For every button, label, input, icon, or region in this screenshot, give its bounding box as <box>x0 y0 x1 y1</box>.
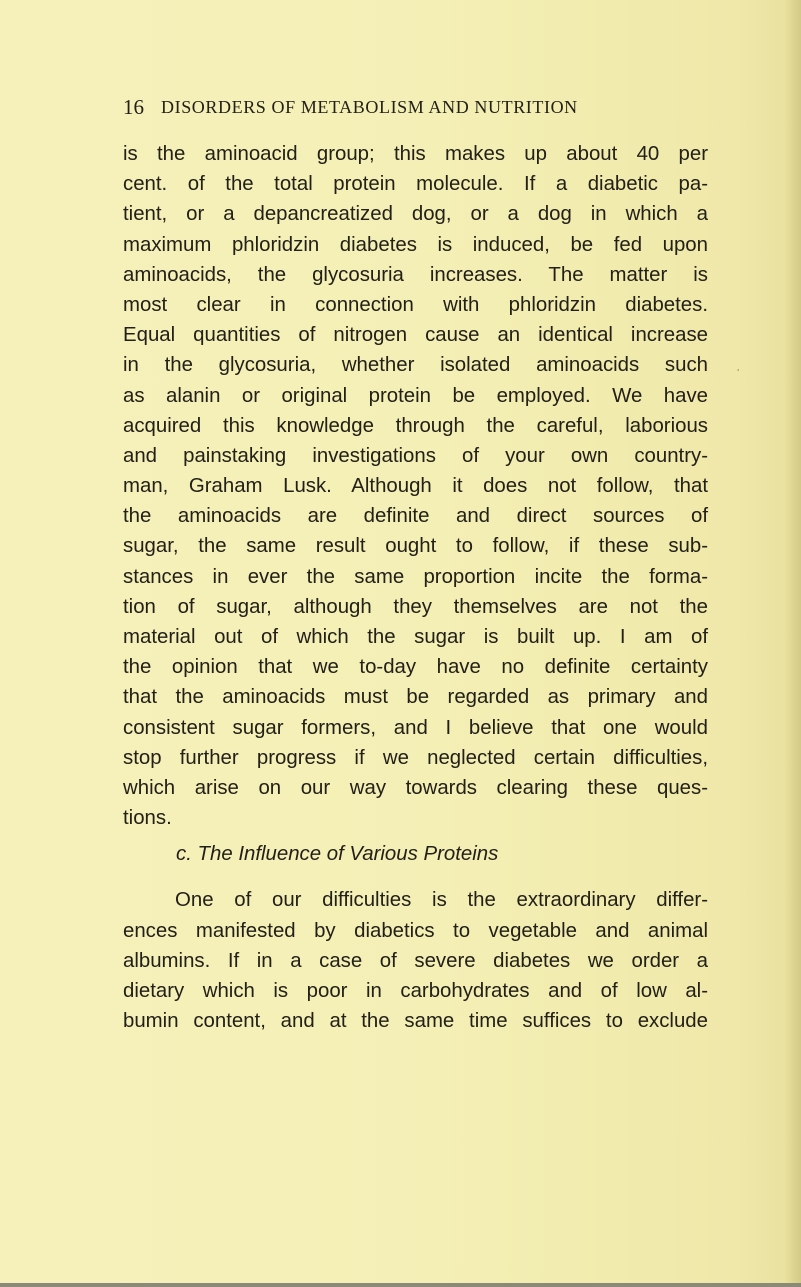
text-line: tion of sugar, although they themselves are not the <box>123 595 708 618</box>
page-body <box>123 139 708 1036</box>
page-header <box>123 92 703 122</box>
text-line: is the aminoacid group; this makes up about 40 per <box>123 143 708 165</box>
text-line: tient, or a depancreatized dog, or a dog in which a <box>123 203 708 226</box>
text-line: consistent sugar formers, and I believe that one would <box>123 716 708 739</box>
paper-speck: · <box>736 363 741 379</box>
text-line: stances in ever the same proportion incite the forma- <box>123 565 708 588</box>
text-line: that the aminoacids must be regarded as primary and <box>123 686 708 709</box>
text-line: bumin content, and at the same time suffices to exclude <box>123 1010 708 1033</box>
text-line: maximum phloridzin diabetes is induced, be fed upon <box>123 233 708 256</box>
text-line: One of our difficulties is the extraordinary differ- <box>175 889 708 912</box>
text-line: which arise on our way towards clearing these ques- <box>123 776 708 799</box>
text-line: in the glycosuria, whether isolated aminoacids such <box>123 354 708 377</box>
section-heading: c. The Influence of Various Proteins <box>176 843 499 866</box>
text-line: as alanin or original protein be employed. We have <box>123 384 708 407</box>
text-line: the aminoacids are definite and direct sources of <box>123 505 708 528</box>
running-title: DISORDERS OF METABOLISM AND NUTRITION <box>161 96 578 117</box>
page-bottom-edge <box>0 1283 801 1287</box>
text-line: most clear in connection with phloridzin diabetes. <box>123 293 708 316</box>
text-line: albumins. If in a case of severe diabetes we order a <box>123 949 708 972</box>
text-line: Equal quantities of nitrogen cause an identical increase <box>123 324 708 347</box>
text-line: tions. <box>123 807 172 830</box>
text-line: material out of which the sugar is built up. I am of <box>123 626 708 648</box>
text-line: man, Graham Lusk. Although it does not follow, that <box>123 475 708 498</box>
text-line: sugar, the same result ought to follow, if these sub- <box>123 535 708 558</box>
text-line: cent. of the total protein molecule. If a diabetic pa- <box>123 173 708 196</box>
text-line: the opinion that we to-day have no definite certainty <box>123 656 708 679</box>
text-line: and painstaking investigations of your own country- <box>123 444 708 467</box>
text-line: dietary which is poor in carbohydrates and of low al- <box>123 979 708 1002</box>
text-line: ences manifested by diabetics to vegetable and animal <box>123 919 708 942</box>
text-line: acquired this knowledge through the careful, laborious <box>123 414 708 437</box>
text-line: stop further progress if we neglected certain difficulties, <box>123 746 708 769</box>
page-edge-shadow <box>785 0 801 1287</box>
text-line: aminoacids, the glycosuria increases. The matter is <box>123 263 708 286</box>
page-number: 16 <box>123 94 144 119</box>
